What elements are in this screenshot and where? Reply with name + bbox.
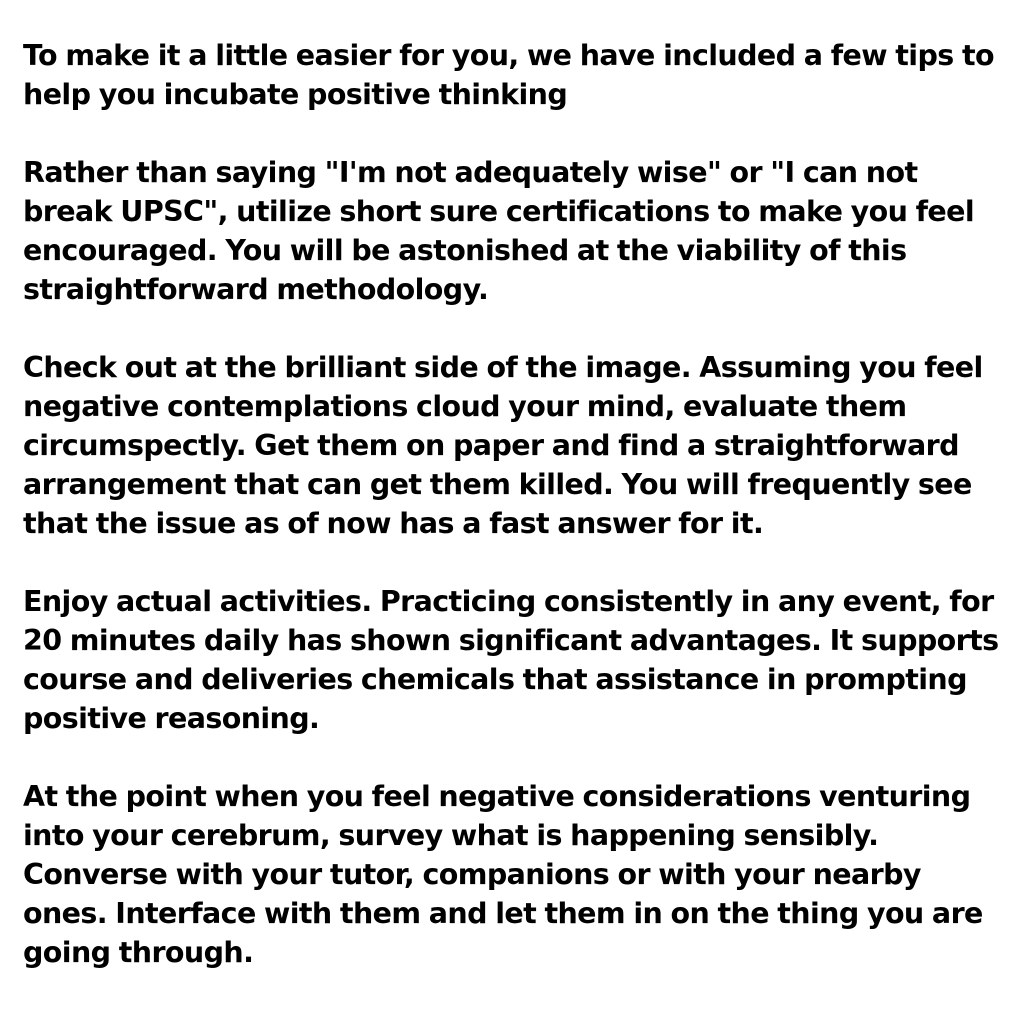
tip-talk-paragraph: At the point when you feel negative considerations venturing into your cerebrum, survey what is happening sensibly. Converse with your tutor, companions or with your nearby ones. Interface with them and let them in on the thing you are going through.: [23, 780, 983, 969]
tip-exercise-paragraph: Enjoy actual activities. Practicing consistently in any event, for 20 minutes daily has shown significant advantages. It supports course and deliveries chemicals that assistance in prompting positive reasoning.: [23, 585, 999, 735]
tip-affirmations-paragraph: Rather than saying "I'm not adequately wise" or "I can not break UPSC", utilize short sure certifications to make you feel encouraged. You will be astonished at the viability of this straightforward methodology.: [23, 156, 975, 306]
intro-paragraph: To make it a little easier for you, we have included a few tips to help you incubate positive thinking: [23, 39, 994, 111]
tip-bright-side-paragraph: Check out at the brilliant side of the image. Assuming you feel negative contemplations cloud your mind, evaluate them circumspectly. Get them on paper and find a straightforward arrangement that can get them killed. You will frequently see that the issue as of now has a fast answer for it.: [23, 351, 983, 540]
